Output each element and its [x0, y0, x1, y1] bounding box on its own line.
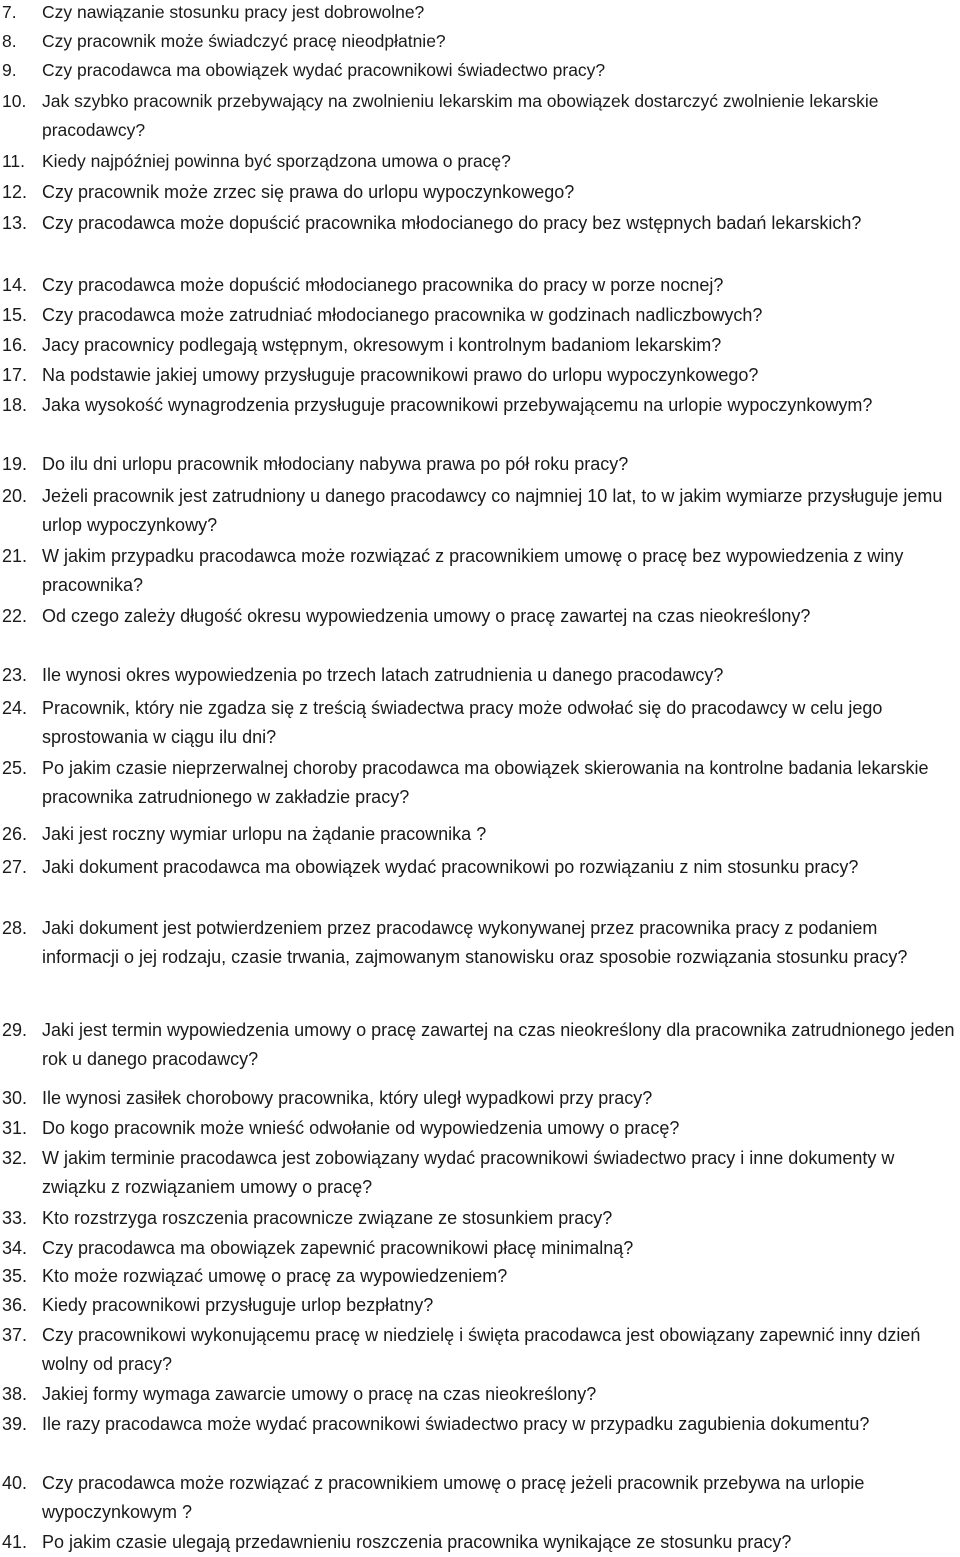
question-item — [0, 1469, 958, 1527]
question-text: Po jakim czasie nieprzerwalnej choroby pracodawca ma obowiązek skierowania na kontrolne badania lekarskie pracownika zatrudnionego w zakładzie pracy? — [42, 758, 929, 807]
question-number: 12. — [2, 182, 28, 202]
question-item — [0, 1528, 958, 1557]
question-number: 7. — [2, 2, 17, 22]
question-text: Ile razy pracodawca może wydać pracownikowi świadectwo pracy w przypadku zagubienia dokumentu? — [42, 1414, 870, 1434]
question-item — [0, 209, 958, 238]
question-item — [0, 1380, 958, 1409]
question-number: 10. — [2, 91, 27, 111]
question-number: 19. — [2, 454, 28, 474]
question-text: Jacy pracownicy podlegają wstępnym, okresowym i kontrolnym badaniom lekarskim? — [42, 335, 722, 355]
question-text: Kiedy pracownikowi przysługuje urlop bezpłatny? — [42, 1295, 434, 1315]
question-text: Kto może rozwiązać umowę o pracę za wypowiedzeniem? — [42, 1266, 508, 1286]
question-item — [0, 301, 958, 330]
question-number: 21. — [2, 546, 28, 566]
question-item — [0, 1204, 958, 1233]
question-number: 9. — [2, 60, 17, 80]
question-item — [0, 147, 958, 176]
question-text: Kiedy najpóźniej powinna być sporządzona umowa o pracę? — [42, 151, 511, 171]
question-text: Czy pracownikowi wykonującemu pracę w niedzielę i święta pracodawca jest obowiązany zapewnić inny dzień wolny od pracy? — [42, 1325, 921, 1374]
question-item — [0, 0, 958, 27]
question-number: 14. — [2, 275, 28, 295]
question-text: Ile wynosi zasiłek chorobowy pracownika, który uległ wypadkowi przy pracy? — [42, 1088, 653, 1108]
question-number: 8. — [2, 31, 17, 51]
question-item — [0, 482, 958, 540]
question-text: Czy pracodawca ma obowiązek wydać pracownikowi świadectwo pracy? — [42, 60, 606, 80]
question-item — [0, 853, 958, 882]
question-number: 28. — [2, 918, 28, 938]
question-text: Czy pracodawca może rozwiązać z pracownikiem umowę o pracę jeżeli pracownik przebywa na urlopie wypoczynkowym ? — [42, 1473, 865, 1522]
question-text: Jak szybko pracownik przebywający na zwolnieniu lekarskim ma obowiązek dostarczyć zwolnienie lekarskie pracodawcy? — [42, 91, 879, 140]
question-number: 11. — [2, 151, 26, 171]
question-number: 37. — [2, 1325, 28, 1345]
question-text: Ile wynosi okres wypowiedzenia po trzech latach zatrudnienia u danego pracodawcy? — [42, 665, 724, 685]
question-item — [0, 754, 958, 812]
question-text: Do kogo pracownik może wnieść odwołanie od wypowiedzenia umowy o pracę? — [42, 1118, 680, 1138]
question-item — [0, 1084, 958, 1113]
question-text: Na podstawie jakiej umowy przysługuje pracownikowi prawo do urlopu wypoczynkowego? — [42, 365, 759, 385]
question-text: Pracownik, który nie zgadza się z treścią świadectwa pracy może odwołać się do pracodawcy w celu jego sprostowania w ciągu ilu dni? — [42, 698, 883, 747]
question-item — [0, 56, 958, 85]
question-text: Jakiej formy wymaga zawarcie umowy o pracę na czas nieokreślony? — [42, 1384, 597, 1404]
question-item — [0, 1144, 958, 1202]
question-item — [0, 661, 958, 690]
question-number: 30. — [2, 1088, 28, 1108]
question-text: Czy pracownik może świadczyć pracę nieodpłatnie? — [42, 31, 446, 51]
question-text: Czy nawiązanie stosunku pracy jest dobrowolne? — [42, 2, 425, 22]
question-text: Czy pracodawca ma obowiązek zapewnić pracownikowi płacę minimalną? — [42, 1238, 634, 1258]
question-number: 27. — [2, 857, 28, 877]
question-item — [0, 331, 958, 360]
question-number: 34. — [2, 1238, 28, 1258]
question-item — [0, 602, 958, 631]
question-item — [0, 1291, 958, 1320]
question-number: 33. — [2, 1208, 28, 1228]
question-item — [0, 27, 958, 56]
question-item — [0, 694, 958, 752]
question-text: Czy pracodawca może dopuścić pracownika młodocianego do pracy bez wstępnych badań lekarskich? — [42, 213, 862, 233]
question-number: 23. — [2, 665, 28, 685]
question-item — [0, 391, 958, 420]
question-text: Od czego zależy długość okresu wypowiedzenia umowy o pracę zawartej na czas nieokreślony? — [42, 606, 811, 626]
question-number: 35. — [2, 1266, 28, 1286]
question-number: 15. — [2, 305, 28, 325]
question-number: 18. — [2, 395, 28, 415]
question-number: 17. — [2, 365, 28, 385]
question-number: 13. — [2, 213, 28, 233]
question-text: W jakim przypadku pracodawca może rozwiązać z pracownikiem umowę o pracę bez wypowiedzenia z winy pracownika? — [42, 546, 904, 595]
question-item — [0, 914, 958, 972]
question-number: 31. — [2, 1118, 28, 1138]
question-item — [0, 1262, 958, 1291]
question-item — [0, 178, 958, 207]
question-number: 39. — [2, 1414, 28, 1434]
question-number: 38. — [2, 1384, 28, 1404]
question-text: Kto rozstrzyga roszczenia pracownicze związane ze stosunkiem pracy? — [42, 1208, 613, 1228]
question-number: 32. — [2, 1148, 28, 1168]
question-item — [0, 87, 958, 145]
question-number: 24. — [2, 698, 28, 718]
question-item — [0, 1410, 958, 1439]
question-number: 26. — [2, 824, 28, 844]
question-number: 22. — [2, 606, 28, 626]
question-text: Jeżeli pracownik jest zatrudniony u danego pracodawcy co najmniej 10 lat, to w jakim wymiarze przysługuje jemu urlop wypoczynkowy? — [42, 486, 943, 535]
question-text: W jakim terminie pracodawca jest zobowiązany wydać pracownikowi świadectwo pracy i inne dokumenty w związku z rozwiązaniem umowy o pracę? — [42, 1148, 895, 1197]
question-text: Czy pracownik może zrzec się prawa do urlopu wypoczynkowego? — [42, 182, 575, 202]
question-text: Jaki dokument pracodawca ma obowiązek wydać pracownikowi po rozwiązaniu z nim stosunku pracy? — [42, 857, 859, 877]
question-text: Jaki jest termin wypowiedzenia umowy o pracę zawartej na czas nieokreślony dla pracownika zatrudnionego jeden rok u danego pracodawcy? — [42, 1020, 955, 1069]
question-item — [0, 820, 958, 849]
question-number: 29. — [2, 1020, 28, 1040]
question-item — [0, 1321, 958, 1379]
question-number: 25. — [2, 758, 28, 778]
question-number: 40. — [2, 1473, 28, 1493]
question-number: 20. — [2, 486, 28, 506]
question-item — [0, 361, 958, 390]
question-text: Czy pracodawca może dopuścić młodocianego pracownika do pracy w porze nocnej? — [42, 275, 724, 295]
question-item — [0, 1234, 958, 1263]
question-item — [0, 1016, 958, 1074]
question-text: Jaka wysokość wynagrodzenia przysługuje pracownikowi przebywającemu na urlopie wypoczynkowym? — [42, 395, 873, 415]
question-text: Do ilu dni urlopu pracownik młodociany nabywa prawa po pół roku pracy? — [42, 454, 629, 474]
question-number: 36. — [2, 1295, 28, 1315]
question-number: 41. — [2, 1532, 28, 1552]
question-item — [0, 542, 958, 600]
question-number: 16. — [2, 335, 28, 355]
question-text: Po jakim czasie ulegają przedawnieniu roszczenia pracownika wynikające ze stosunku pracy? — [42, 1532, 792, 1552]
question-item — [0, 271, 958, 300]
question-text: Jaki jest roczny wymiar urlopu na żądanie pracownika ? — [42, 824, 487, 844]
question-item — [0, 450, 958, 479]
question-text: Czy pracodawca może zatrudniać młodocianego pracownika w godzinach nadliczbowych? — [42, 305, 763, 325]
question-text: Jaki dokument jest potwierdzeniem przez pracodawcę wykonywanej przez pracownika pracy z podaniem informacji o jej rodzaju, czasie trwania, zajmowanym stanowisku oraz sposobie rozwiązania stosunku pracy? — [42, 918, 908, 967]
question-item — [0, 1114, 958, 1143]
